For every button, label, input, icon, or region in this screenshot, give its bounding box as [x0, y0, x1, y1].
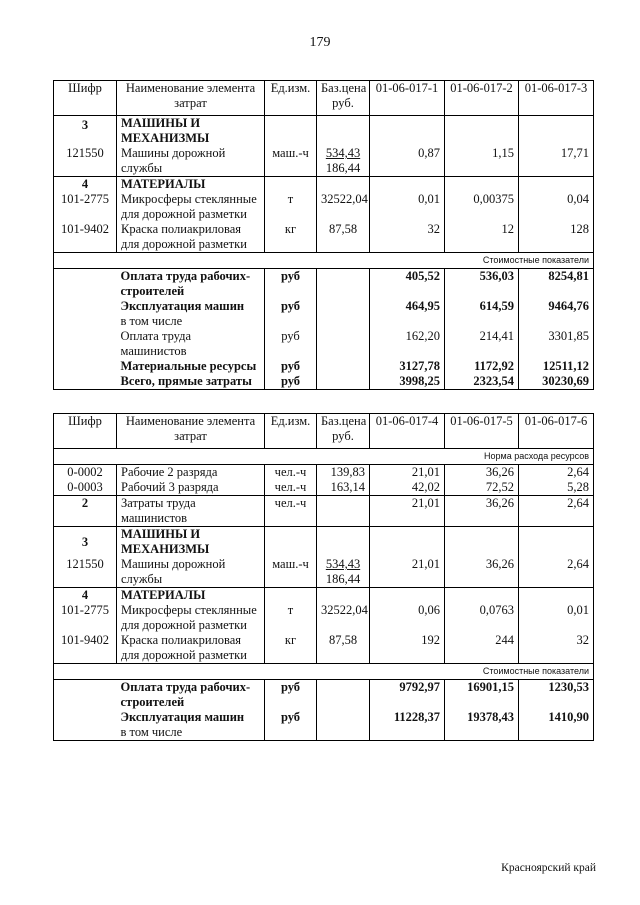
table-row: 101-9402 Краска полиакриловая для дорожной разметки кг 87,58 32 12 128: [54, 222, 594, 253]
table-header-row: [54, 81, 594, 116]
table-row: 121550 Машины дорожной службы маш.-ч 534,43 186,44 0,87 1,15 17,71: [54, 146, 594, 177]
subheader-row: [54, 253, 594, 269]
header-unit: Ед.изм.: [265, 81, 317, 116]
header-col-1: 01-06-017-1: [370, 81, 445, 116]
section-code: 3: [54, 116, 117, 147]
resource-table-2: [53, 413, 594, 741]
table-row: 0-0002 Рабочие 2 разряда чел.-ч 139,83 21,01 36,26 2,64: [54, 465, 594, 481]
table-header-row: Шифр Наименование элемента затрат Ед.изм. Баз.цена руб. 01-06-017-4 01-06-017-5 01-06-017-6: [54, 414, 594, 449]
cost-row: Материальные ресурсы руб 3127,78 1172,92 12511,12: [54, 359, 594, 374]
cost-row: Эксплуатация машин в том числе руб 11228,37 19378,43 1410,90: [54, 710, 594, 741]
header-code: Шифр: [54, 81, 117, 116]
header-col-3: 01-06-017-3: [519, 81, 594, 116]
cost-row: Оплата труда рабочих-строителей руб 9792,97 16901,15 1230,53: [54, 680, 594, 711]
price-underlined: 534,43: [325, 146, 361, 160]
header-col-2: 01-06-017-2: [445, 81, 519, 116]
resource-table-1: [53, 80, 594, 390]
table-row: 121550 Машины дорожной службы маш.-ч 534,43 186,44 21,01 36,26 2,64: [54, 557, 594, 588]
table-row: 2 Затраты труда машинистов чел.-ч 21,01 36,26 2,64: [54, 496, 594, 527]
table-row: 0-0003 Рабочий 3 разряда чел.-ч 163,14 42,02 72,52 5,28: [54, 480, 594, 496]
cost-row: Эксплуатация машин в том числе руб 464,95 614,59 9464,76: [54, 299, 594, 329]
cost-row: Оплата труда рабочих-строителей руб 405,52 536,03 8254,81: [54, 269, 594, 300]
header-name: Наименование элемента затрат: [117, 81, 265, 116]
section-title: МАШИНЫ И МЕХАНИЗМЫ: [117, 116, 265, 147]
subheader-cost: Стоимостные показатели: [54, 253, 594, 269]
section-row: 4 МАТЕРИАЛЫ: [54, 177, 594, 193]
subheader-row: [54, 664, 594, 680]
section-row: 4 МАТЕРИАЛЫ: [54, 588, 594, 604]
page-number: 179: [309, 35, 331, 50]
section-row: 3 МАШИНЫ И МЕХАНИЗМЫ: [54, 527, 594, 558]
subheader-cost: Стоимостные показатели: [54, 664, 594, 680]
table-row: 101-2775 Микросферы стеклянные для дорожной разметки т 32522,04 0,01 0,00375 0,04: [54, 192, 594, 222]
price-underlined: 534,43: [325, 557, 361, 571]
header-price: Баз.цена руб.: [317, 81, 370, 116]
footer-region: Красноярский край: [501, 862, 596, 874]
subheader-row: [54, 449, 594, 465]
table-row: 101-9402 Краска полиакриловая для дорожной разметки кг 87,58 192 244 32: [54, 633, 594, 664]
cost-row-total: Всего, прямые затраты руб 3998,25 2323,54 30230,69: [54, 374, 594, 390]
table-row: 101-2775 Микросферы стеклянные для дорожной разметки т 32522,04 0,06 0,0763 0,01: [54, 603, 594, 633]
subheader-norm: Норма расхода ресурсов: [54, 449, 594, 465]
section-row: [54, 116, 594, 147]
cost-row: Оплата труда машинистов руб 162,20 214,41 3301,85: [54, 329, 594, 359]
